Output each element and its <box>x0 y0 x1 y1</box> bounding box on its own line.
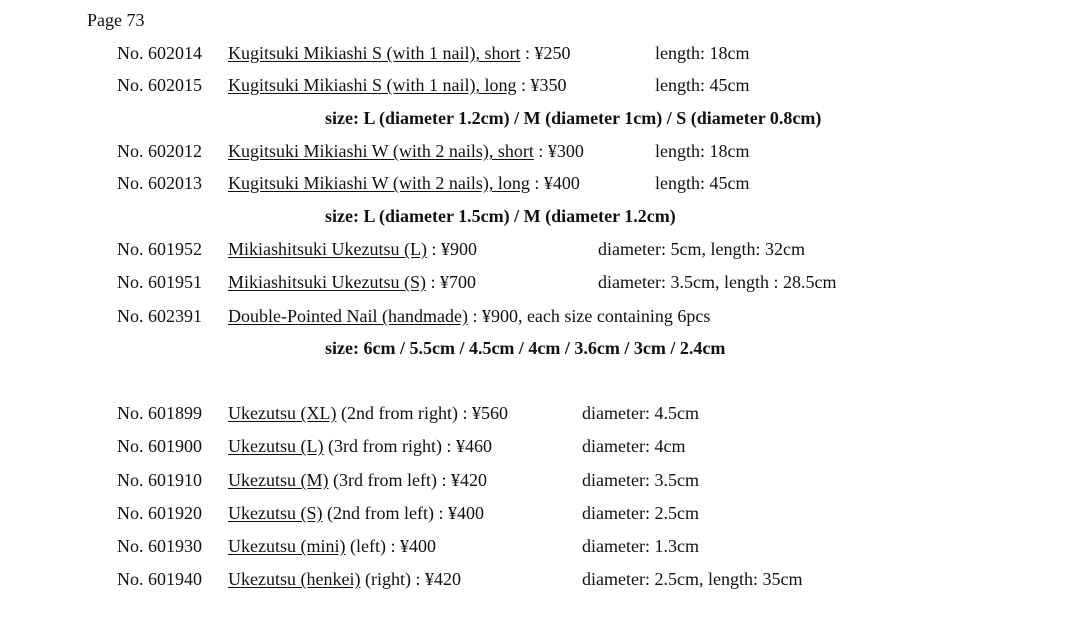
item-spec: diameter: 1.3cm <box>582 536 699 556</box>
item-spec: length: 18cm <box>655 141 750 161</box>
item-link[interactable]: Ukezutsu (S) <box>228 503 323 523</box>
item-price: : ¥250 <box>520 43 571 63</box>
item-name <box>228 74 567 96</box>
item-number: No. 602012 <box>117 141 202 161</box>
item-name <box>228 402 508 424</box>
item-spec: diameter: 4.5cm <box>582 403 699 423</box>
item-name <box>228 568 461 590</box>
item-link[interactable]: Ukezutsu (mini) <box>228 536 346 556</box>
item-name <box>228 502 484 524</box>
item-price: (3rd from right) : ¥460 <box>323 436 492 456</box>
item-spec: diameter: 5cm, length: 32cm <box>598 239 805 259</box>
item-price: : ¥300 <box>533 141 584 161</box>
item-name <box>228 238 477 260</box>
item-link[interactable]: Mikiashitsuki Ukezutsu (S) <box>228 272 426 292</box>
item-number: No. 602013 <box>117 173 202 193</box>
item-name <box>228 140 584 162</box>
size-note: size: L (diameter 1.2cm) / M (diameter 1cm) / S (diameter 0.8cm) <box>325 108 822 128</box>
item-number: No. 601940 <box>117 569 202 589</box>
item-link[interactable]: Kugitsuki Mikiashi S (with 1 nail), long <box>228 75 517 95</box>
item-spec: length: 18cm <box>655 43 750 63</box>
item-number: No. 601951 <box>117 272 202 292</box>
item-link[interactable]: Ukezutsu (henkei) <box>228 569 361 589</box>
item-spec: diameter: 2.5cm <box>582 503 699 523</box>
item-name <box>228 469 487 491</box>
item-link[interactable]: Mikiashitsuki Ukezutsu (L) <box>228 239 427 259</box>
item-number: No. 601910 <box>117 470 202 490</box>
size-note: size: L (diameter 1.5cm) / M (diameter 1.2cm) <box>325 206 676 226</box>
item-number: No. 601952 <box>117 239 202 259</box>
item-price: : ¥400 <box>529 173 580 193</box>
item-number: No. 601920 <box>117 503 202 523</box>
item-number: No. 602391 <box>117 306 202 326</box>
item-price: (2nd from left) : ¥400 <box>322 503 484 523</box>
item-name <box>228 42 571 64</box>
item-name <box>228 172 580 194</box>
item-spec: length: 45cm <box>655 173 750 193</box>
page-number: Page 73 <box>87 10 145 30</box>
item-spec: diameter: 2.5cm, length: 35cm <box>582 569 803 589</box>
item-link[interactable]: Kugitsuki Mikiashi W (with 2 nails), short <box>228 141 534 161</box>
item-link[interactable]: Ukezutsu (M) <box>228 470 329 490</box>
item-number: No. 601900 <box>117 436 202 456</box>
size-note: size: 6cm / 5.5cm / 4.5cm / 4cm / 3.6cm / 3cm / 2.4cm <box>325 338 726 358</box>
item-link[interactable]: Ukezutsu (XL) <box>228 403 337 423</box>
item-price: : ¥900, each size containing 6pcs <box>467 306 711 326</box>
item-price: (2nd from right) : ¥560 <box>336 403 508 423</box>
item-number: No. 601930 <box>117 536 202 556</box>
item-price: (right) : ¥420 <box>360 569 461 589</box>
item-price: : ¥700 <box>426 272 477 292</box>
item-price: (3rd from left) : ¥420 <box>328 470 487 490</box>
item-number: No. 601899 <box>117 403 202 423</box>
item-link[interactable]: Kugitsuki Mikiashi S (with 1 nail), short <box>228 43 521 63</box>
item-link[interactable]: Ukezutsu (L) <box>228 436 324 456</box>
item-price: : ¥350 <box>516 75 567 95</box>
item-name <box>228 435 492 457</box>
item-price: (left) : ¥400 <box>345 536 436 556</box>
item-spec: diameter: 3.5cm <box>582 470 699 490</box>
item-spec: diameter: 4cm <box>582 436 686 456</box>
item-name <box>228 535 436 557</box>
item-link[interactable]: Kugitsuki Mikiashi W (with 2 nails), long <box>228 173 530 193</box>
item-name <box>228 305 710 327</box>
item-number: No. 602015 <box>117 75 202 95</box>
item-spec: length: 45cm <box>655 75 750 95</box>
item-number: No. 602014 <box>117 43 202 63</box>
item-name <box>228 271 476 293</box>
item-price: : ¥900 <box>426 239 477 259</box>
item-spec: diameter: 3.5cm, length : 28.5cm <box>598 272 837 292</box>
item-link[interactable]: Double-Pointed Nail (handmade) <box>228 306 468 326</box>
